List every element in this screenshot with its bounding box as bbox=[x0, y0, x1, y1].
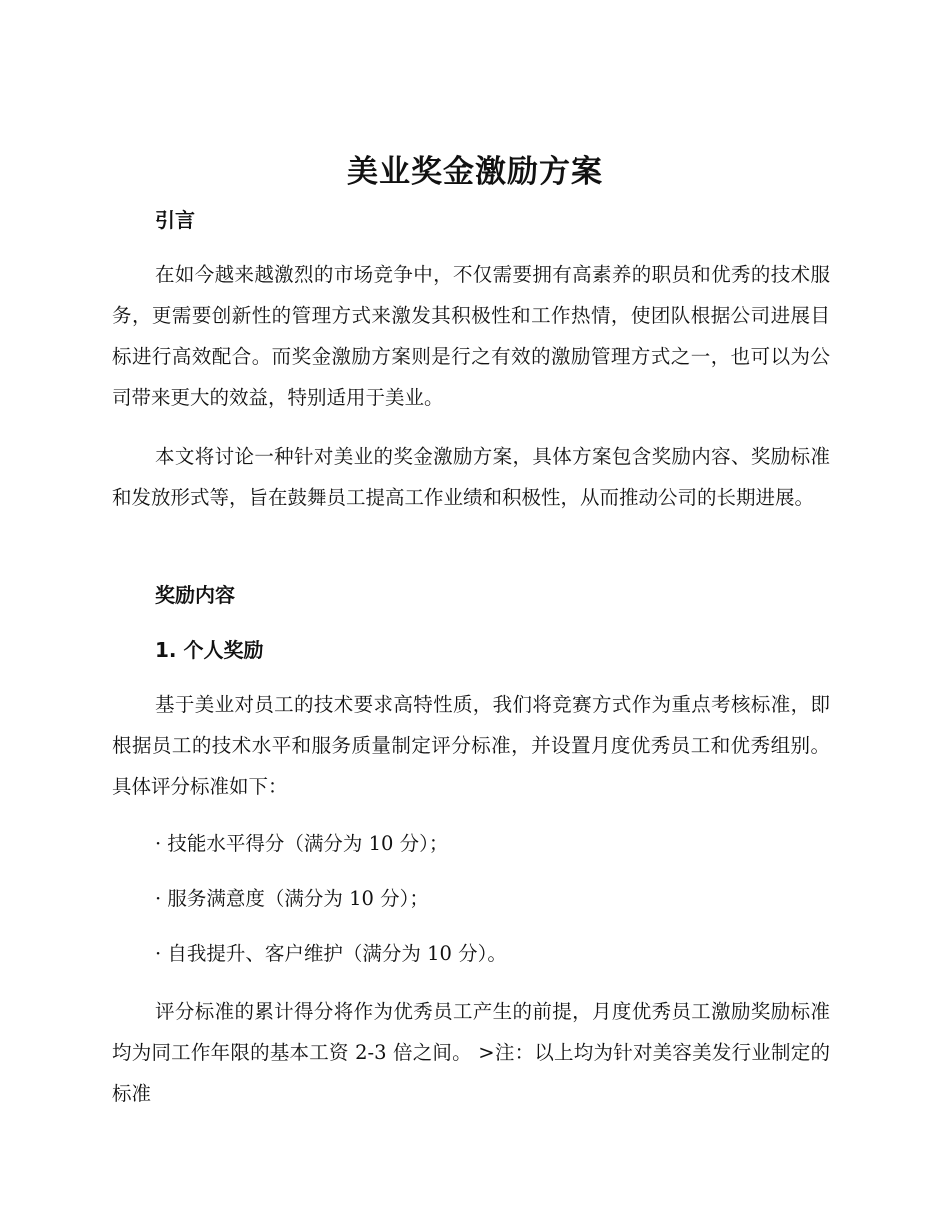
personal-reward-paragraph-1: 基于美业对员工的技术要求高特性质，我们将竞赛方式作为重点考核标准，即根据员工的技术水平和服务质量制定评分标准，并设置月度优秀员工和优秀组别。具体评分标准如下： bbox=[112, 693, 830, 798]
section-heading-reward-content: 奖励内容 bbox=[155, 583, 235, 607]
intro-paragraph-1: 在如今越来越激烈的市场竞争中，不仅需要拥有高素养的职员和优秀的技术服务，更需要创新性的管理方式来激发其积极性和工作热情，使团队根据公司进展目标进行高效配合。而奖金激励方案则是行之有效的激励管理方式之一，也可以为公司带来更大的效益，特别适用于美业。 bbox=[112, 263, 830, 409]
section-heading-intro: 引言 bbox=[155, 208, 195, 232]
bullet-service-satisfaction: · 服务满意度（满分为 10 分）； bbox=[155, 887, 429, 910]
document-title: 美业奖金激励方案 bbox=[347, 154, 603, 190]
subheading-personal-reward: 1. 个人奖励 bbox=[155, 638, 264, 662]
bullet-self-improvement: · 自我提升、客户维护（满分为 10 分）。 bbox=[155, 942, 507, 965]
intro-paragraph-2: 本文将讨论一种针对美业的奖金激励方案，具体方案包含奖励内容、奖励标准和发放形式等，旨在鼓舞员工提高工作业绩和积极性，从而推动公司的长期进展。 bbox=[112, 445, 830, 509]
bullet-skill-score: · 技能水平得分（满分为 10 分）； bbox=[155, 832, 449, 855]
personal-reward-paragraph-2: 评分标准的累计得分将作为优秀员工产生的前提，月度优秀员工激励奖励标准均为同工作年限的基本工资 2-3 倍之间。 >注：以上均为针对美容美发行业制定的标准 bbox=[112, 1000, 830, 1105]
